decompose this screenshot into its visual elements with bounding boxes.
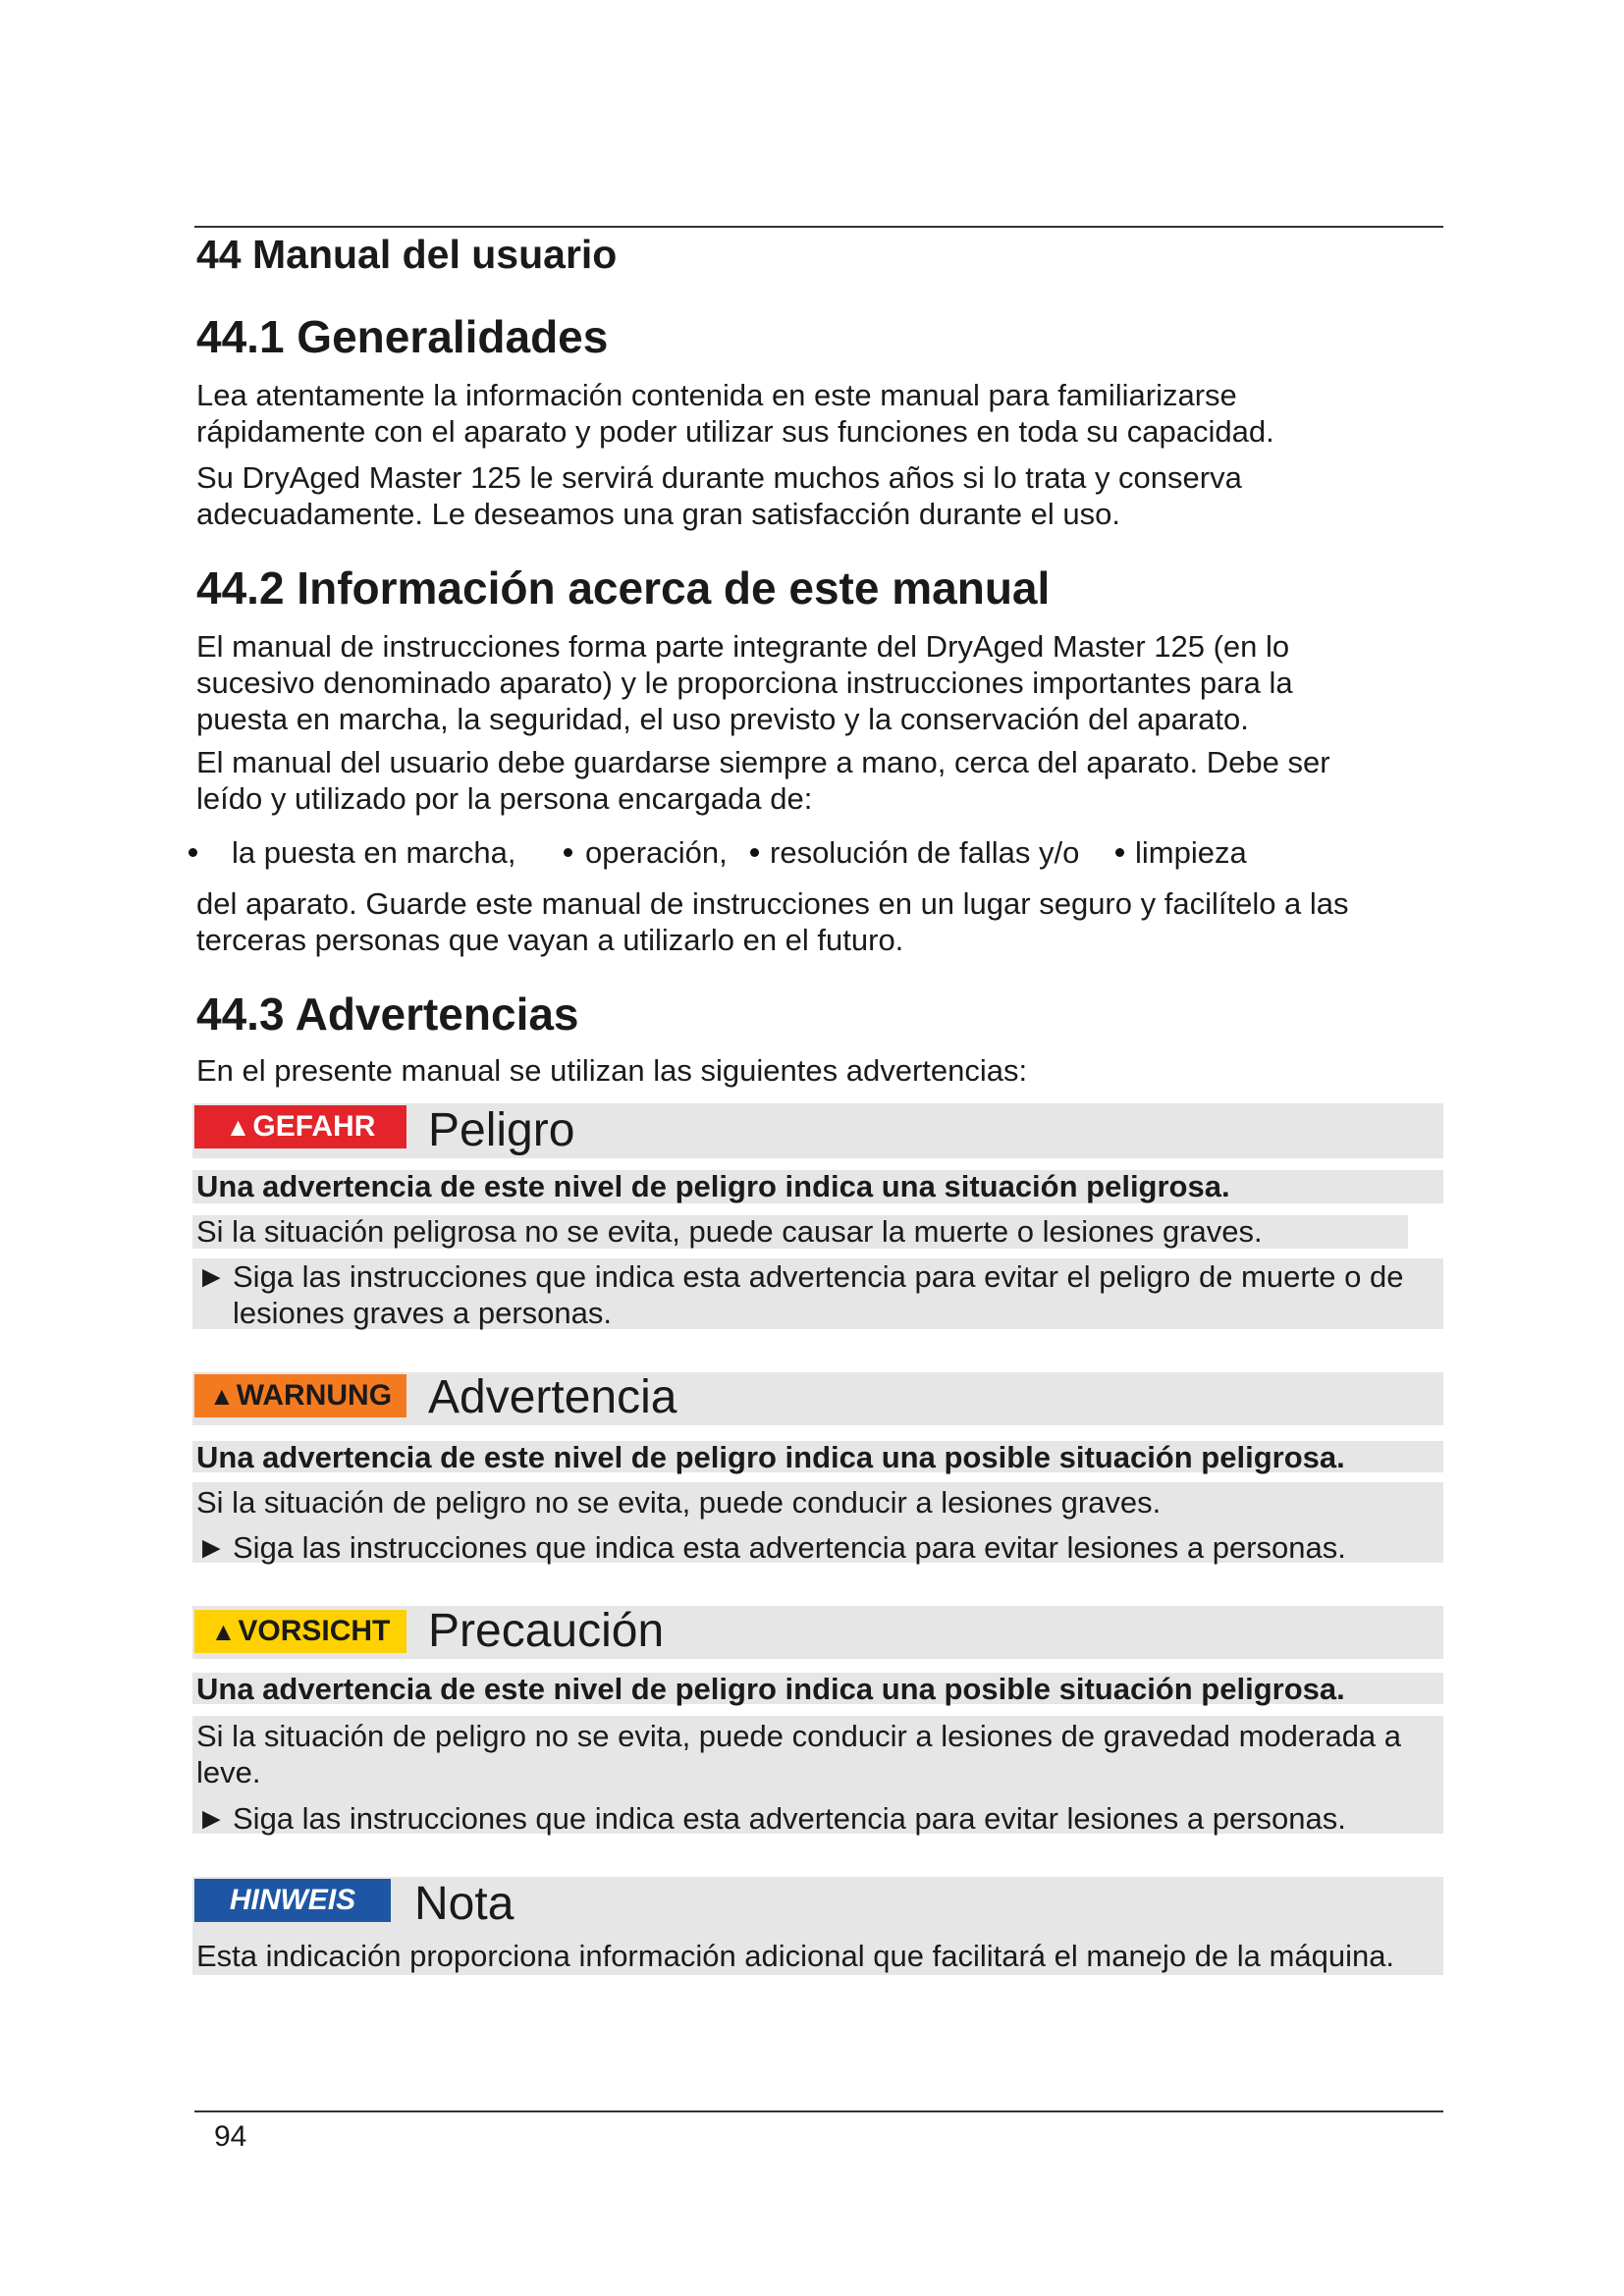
- danger-badge-text: GEFAHR: [252, 1110, 376, 1143]
- arrow-right-icon: ►: [196, 1259, 227, 1294]
- warnings-intro: En el presente manual se utilizan las siguientes advertencias:: [196, 1053, 1028, 1088]
- bullet-dot: [1115, 848, 1124, 857]
- warning-consequence: Si la situación de peligro no se evita, puede conducir a lesiones graves.: [196, 1485, 1162, 1520]
- general-paragraph-2: Su DryAged Master 125 le servirá durante muchos años si lo trata y conserva adecuadamente. Le deseamos una gran satisfacción durante el uso.: [196, 460, 1242, 531]
- warning-badge: [194, 1374, 406, 1417]
- warning-triangle-icon: ▲: [208, 1380, 235, 1411]
- caution-badge: [194, 1610, 406, 1653]
- caution-action-text: Siga las instrucciones que indica esta advertencia para evitar lesiones a personas.: [233, 1801, 1346, 1836]
- page-number: 94: [214, 2120, 247, 2153]
- danger-consequence: Si la situación peligrosa no se evita, puede causar la muerte o lesiones graves.: [196, 1214, 1263, 1249]
- section-title-about-manual: 44.2 Información acerca de este manual: [196, 562, 1051, 614]
- caution-action: [196, 1800, 1434, 1837]
- about-manual-paragraph-1: El manual de instrucciones forma parte integrante del DryAged Master 125 (en lo sucesivo denominado aparato) y le proporciona instrucciones importantes para la puesta en marcha, la seguridad, el uso previsto y la conservación del aparato.: [196, 629, 1293, 736]
- section-title-warnings: 44.3 Advertencias: [196, 988, 579, 1040]
- warning-triangle-icon: ▲: [225, 1111, 251, 1142]
- danger-headline: Una advertencia de este nivel de peligro indica una situación peligrosa.: [196, 1169, 1230, 1203]
- notice-text: Esta indicación proporciona información adicional que facilitará el manejo de la máquina.: [196, 1939, 1395, 1973]
- warning-headline: Una advertencia de este nivel de peligro indica una posible situación peligrosa.: [196, 1440, 1345, 1474]
- warning-triangle-icon: ▲: [210, 1616, 237, 1646]
- bullet-dot: [564, 848, 572, 857]
- warning-label: Advertencia: [428, 1371, 677, 1423]
- danger-badge: [194, 1105, 406, 1148]
- list-item: operación,: [585, 835, 728, 870]
- about-manual-closing: del aparato. Guarde este manual de instrucciones en un lugar seguro y facilítelo a las terceras personas que vayan a utilizarlo en el futuro.: [196, 886, 1349, 957]
- danger-action-text: Siga las instrucciones que indica esta advertencia para evitar el peligro de muerte o de lesiones graves a personas.: [233, 1259, 1404, 1330]
- warning-action: [196, 1529, 1434, 1566]
- caution-badge-text: VORSICHT: [238, 1615, 391, 1647]
- caution-label: Precaución: [428, 1605, 665, 1657]
- warning-action-text: Siga las instrucciones que indica esta advertencia para evitar lesiones a personas.: [233, 1530, 1346, 1565]
- section-title-general: 44.1 Generalidades: [196, 311, 609, 362]
- footer-rule: [194, 2110, 1443, 2112]
- danger-label: Peligro: [428, 1104, 575, 1156]
- list-item: limpieza: [1135, 835, 1247, 870]
- bullet-dot: [189, 848, 197, 857]
- chapter-title: 44 Manual del usuario: [196, 232, 618, 277]
- caution-consequence: Si la situación de peligro no se evita, puede conducir a lesiones de gravedad moderada a leve.: [196, 1719, 1402, 1789]
- notice-badge-text: HINWEIS: [229, 1884, 356, 1916]
- notice-label: Nota: [414, 1878, 514, 1930]
- bullet-dot: [750, 848, 759, 857]
- about-manual-paragraph-2: El manual del usuario debe guardarse siempre a mano, cerca del aparato. Debe ser leído y utilizado por la persona encargada de:: [196, 745, 1330, 816]
- danger-action: [196, 1258, 1434, 1331]
- arrow-right-icon: ►: [196, 1530, 227, 1565]
- notice-badge: [194, 1879, 391, 1922]
- general-paragraph-1: Lea atentamente la información contenida en este manual para familiarizarse rápidamente con el aparato y poder utilizar sus funciones en toda su capacidad.: [196, 378, 1274, 449]
- list-item: resolución de fallas y/o: [770, 835, 1080, 870]
- list-item: la puesta en marcha,: [232, 835, 516, 870]
- arrow-right-icon: ►: [196, 1801, 227, 1836]
- warning-badge-text: WARNUNG: [236, 1379, 393, 1412]
- caution-headline: Una advertencia de este nivel de peligro indica una posible situación peligrosa.: [196, 1672, 1345, 1706]
- header-rule: [194, 226, 1443, 228]
